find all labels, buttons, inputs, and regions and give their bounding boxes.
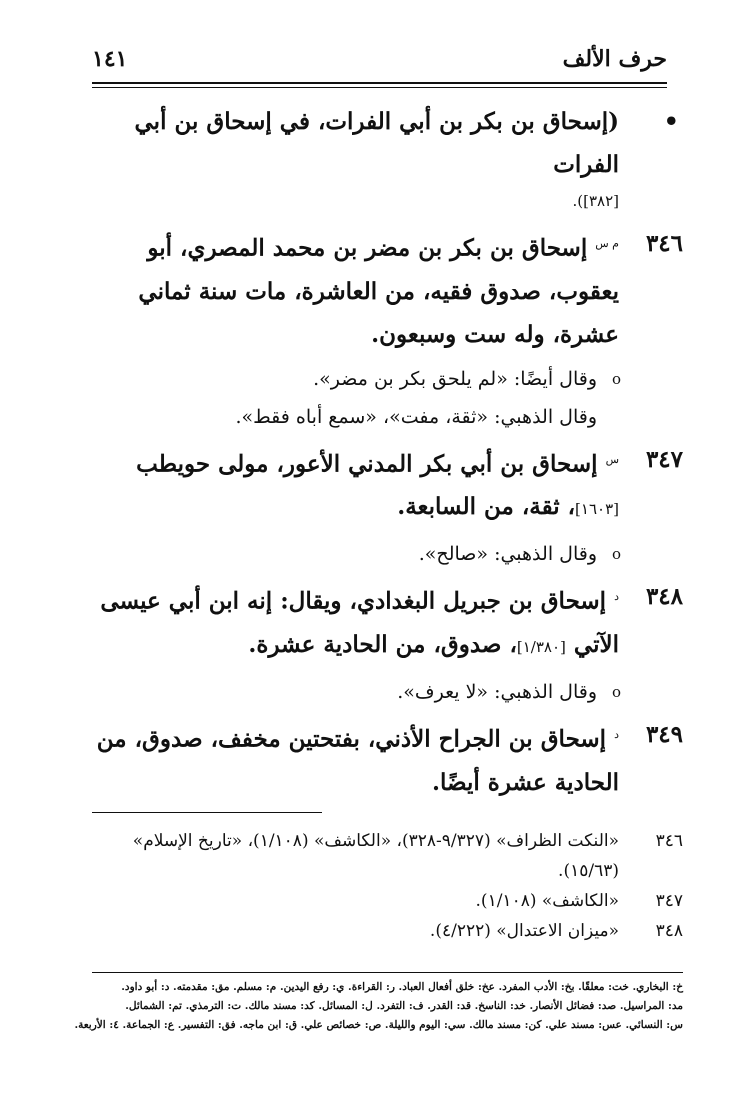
dhahabi-note: [92, 537, 683, 571]
entry-text: إسحاق بن جبريل البغدادي، ويقال: إنه ابن أبي عيسى الآتي: [100, 587, 619, 658]
entry-349: [92, 713, 683, 804]
dhahabi-note: [92, 400, 683, 434]
main-text: [92, 100, 683, 810]
abbreviations-rule: [92, 972, 683, 973]
footnote-number: ٣٤٦: [655, 831, 683, 851]
note-text: وقال الذهبي: «صالح».: [418, 543, 597, 566]
abbreviation-line: س: النسائي. عس: مسند علي. كن: مسند مالك. سي: اليوم والليلة. ص: خصائص علي. ق: ابن ماجه. فق: التفسير. ع: الجماعة. ٤: الأربعة.: [74, 1019, 683, 1031]
rijal-symbol: س: [605, 452, 619, 466]
rijal-symbol: د: [614, 727, 619, 741]
entry-number: ٣٤٩: [645, 720, 683, 748]
circle-icon: o: [611, 369, 621, 388]
entry-number: ٣٤٧: [645, 445, 683, 473]
bullet-icon: •: [663, 107, 679, 136]
entry-ref: [١/٣٨٠]: [516, 637, 566, 656]
dhahabi-note: [92, 362, 683, 396]
circle-icon: o: [611, 682, 621, 701]
running-title: حرف الألف: [562, 46, 667, 72]
entry-text: (إسحاق بن بكر بن أبي الفرات، في إسحاق بن أبي الفرات: [134, 108, 619, 178]
footnote: [92, 826, 683, 886]
circle-icon: o: [611, 545, 621, 564]
abbreviation-line: مد: المراسيل. صد: فضائل الأنصار. خد: الناسخ. قد: القدر. ف: التفرد. ل: المسائل. كد: مسند مالك. ت: الترمذي. تم: الشمائل.: [125, 1000, 683, 1012]
cross-reference-entry: [92, 100, 683, 216]
dhahabi-note: [92, 675, 683, 709]
entry-number: ٣٤٦: [645, 230, 683, 257]
footnote-text: «الكاشف» (١/١٠٨).: [475, 891, 619, 911]
rijal-symbol: د: [614, 590, 619, 604]
footnote: [92, 886, 683, 916]
entry-346: [92, 222, 683, 356]
note-text: وقال الذهبي: «ثقة، مفت»، «سمع أباه فقط».: [235, 405, 597, 428]
footnote: [92, 916, 683, 946]
footnote-text: «النكت الظراف» (٩/٣٢٧-٣٢٨)، «الكاشف» (١/١٠٨)، «تاريخ الإسلام» (١٥/٦٣).: [132, 831, 619, 881]
header-rule-thin: [92, 87, 667, 88]
entry-348: [92, 575, 683, 669]
page-number: ١٤١: [92, 46, 128, 72]
entry-text: إسحاق بن بكر بن مضر بن محمد المصري، أبو يعقوب، صدوق فقيه، من العاشرة، مات سنة ثماني عشرة، وله ست وسبعون.: [138, 234, 619, 348]
rijal-symbol: م س: [595, 237, 619, 250]
abbreviations-key: [74, 978, 683, 1035]
footnote-number: ٣٤٧: [655, 891, 683, 911]
abbreviation-line: خ: البخاري. خت: معلقًا. بخ: الأدب المفرد. عخ: خلق أفعال العباد. ر: القراءة. ي: رفع اليدين. م: مسلم. مق: مقدمته. د: أبو داود.: [121, 981, 683, 993]
footnote-number: ٣٤٨: [655, 921, 683, 941]
entry-number: ٣٤٨: [645, 583, 683, 611]
entry-text: ، ثقة، من السابعة.: [397, 493, 576, 521]
page-header: [92, 42, 667, 82]
entry-text: إسحاق بن الجراح الأذني، بفتحتين مخفف، صدوق، من الحادية عشرة أيضًا.: [96, 725, 619, 796]
note-text: وقال أيضًا: «لم يلحق بكر بن مضر».: [313, 367, 597, 390]
header-rule-thick: [92, 82, 667, 84]
entry-text: إسحاق بن أبي بكر المدني الأعور، مولى حويطب: [136, 450, 598, 478]
note-text: وقال الذهبي: «لا يعرف».: [397, 680, 597, 703]
entry-ref: [١٦٠٣]: [575, 500, 619, 519]
footnotes: [92, 826, 683, 946]
entry-347: [92, 438, 683, 532]
entry-ref: [٣٨٢]).: [572, 192, 619, 210]
footnote-rule: [92, 812, 322, 813]
entry-text: ، صدوق، من الحادية عشرة.: [248, 630, 517, 658]
footnote-text: «ميزان الاعتدال» (٤/٢٢٢).: [429, 921, 619, 941]
